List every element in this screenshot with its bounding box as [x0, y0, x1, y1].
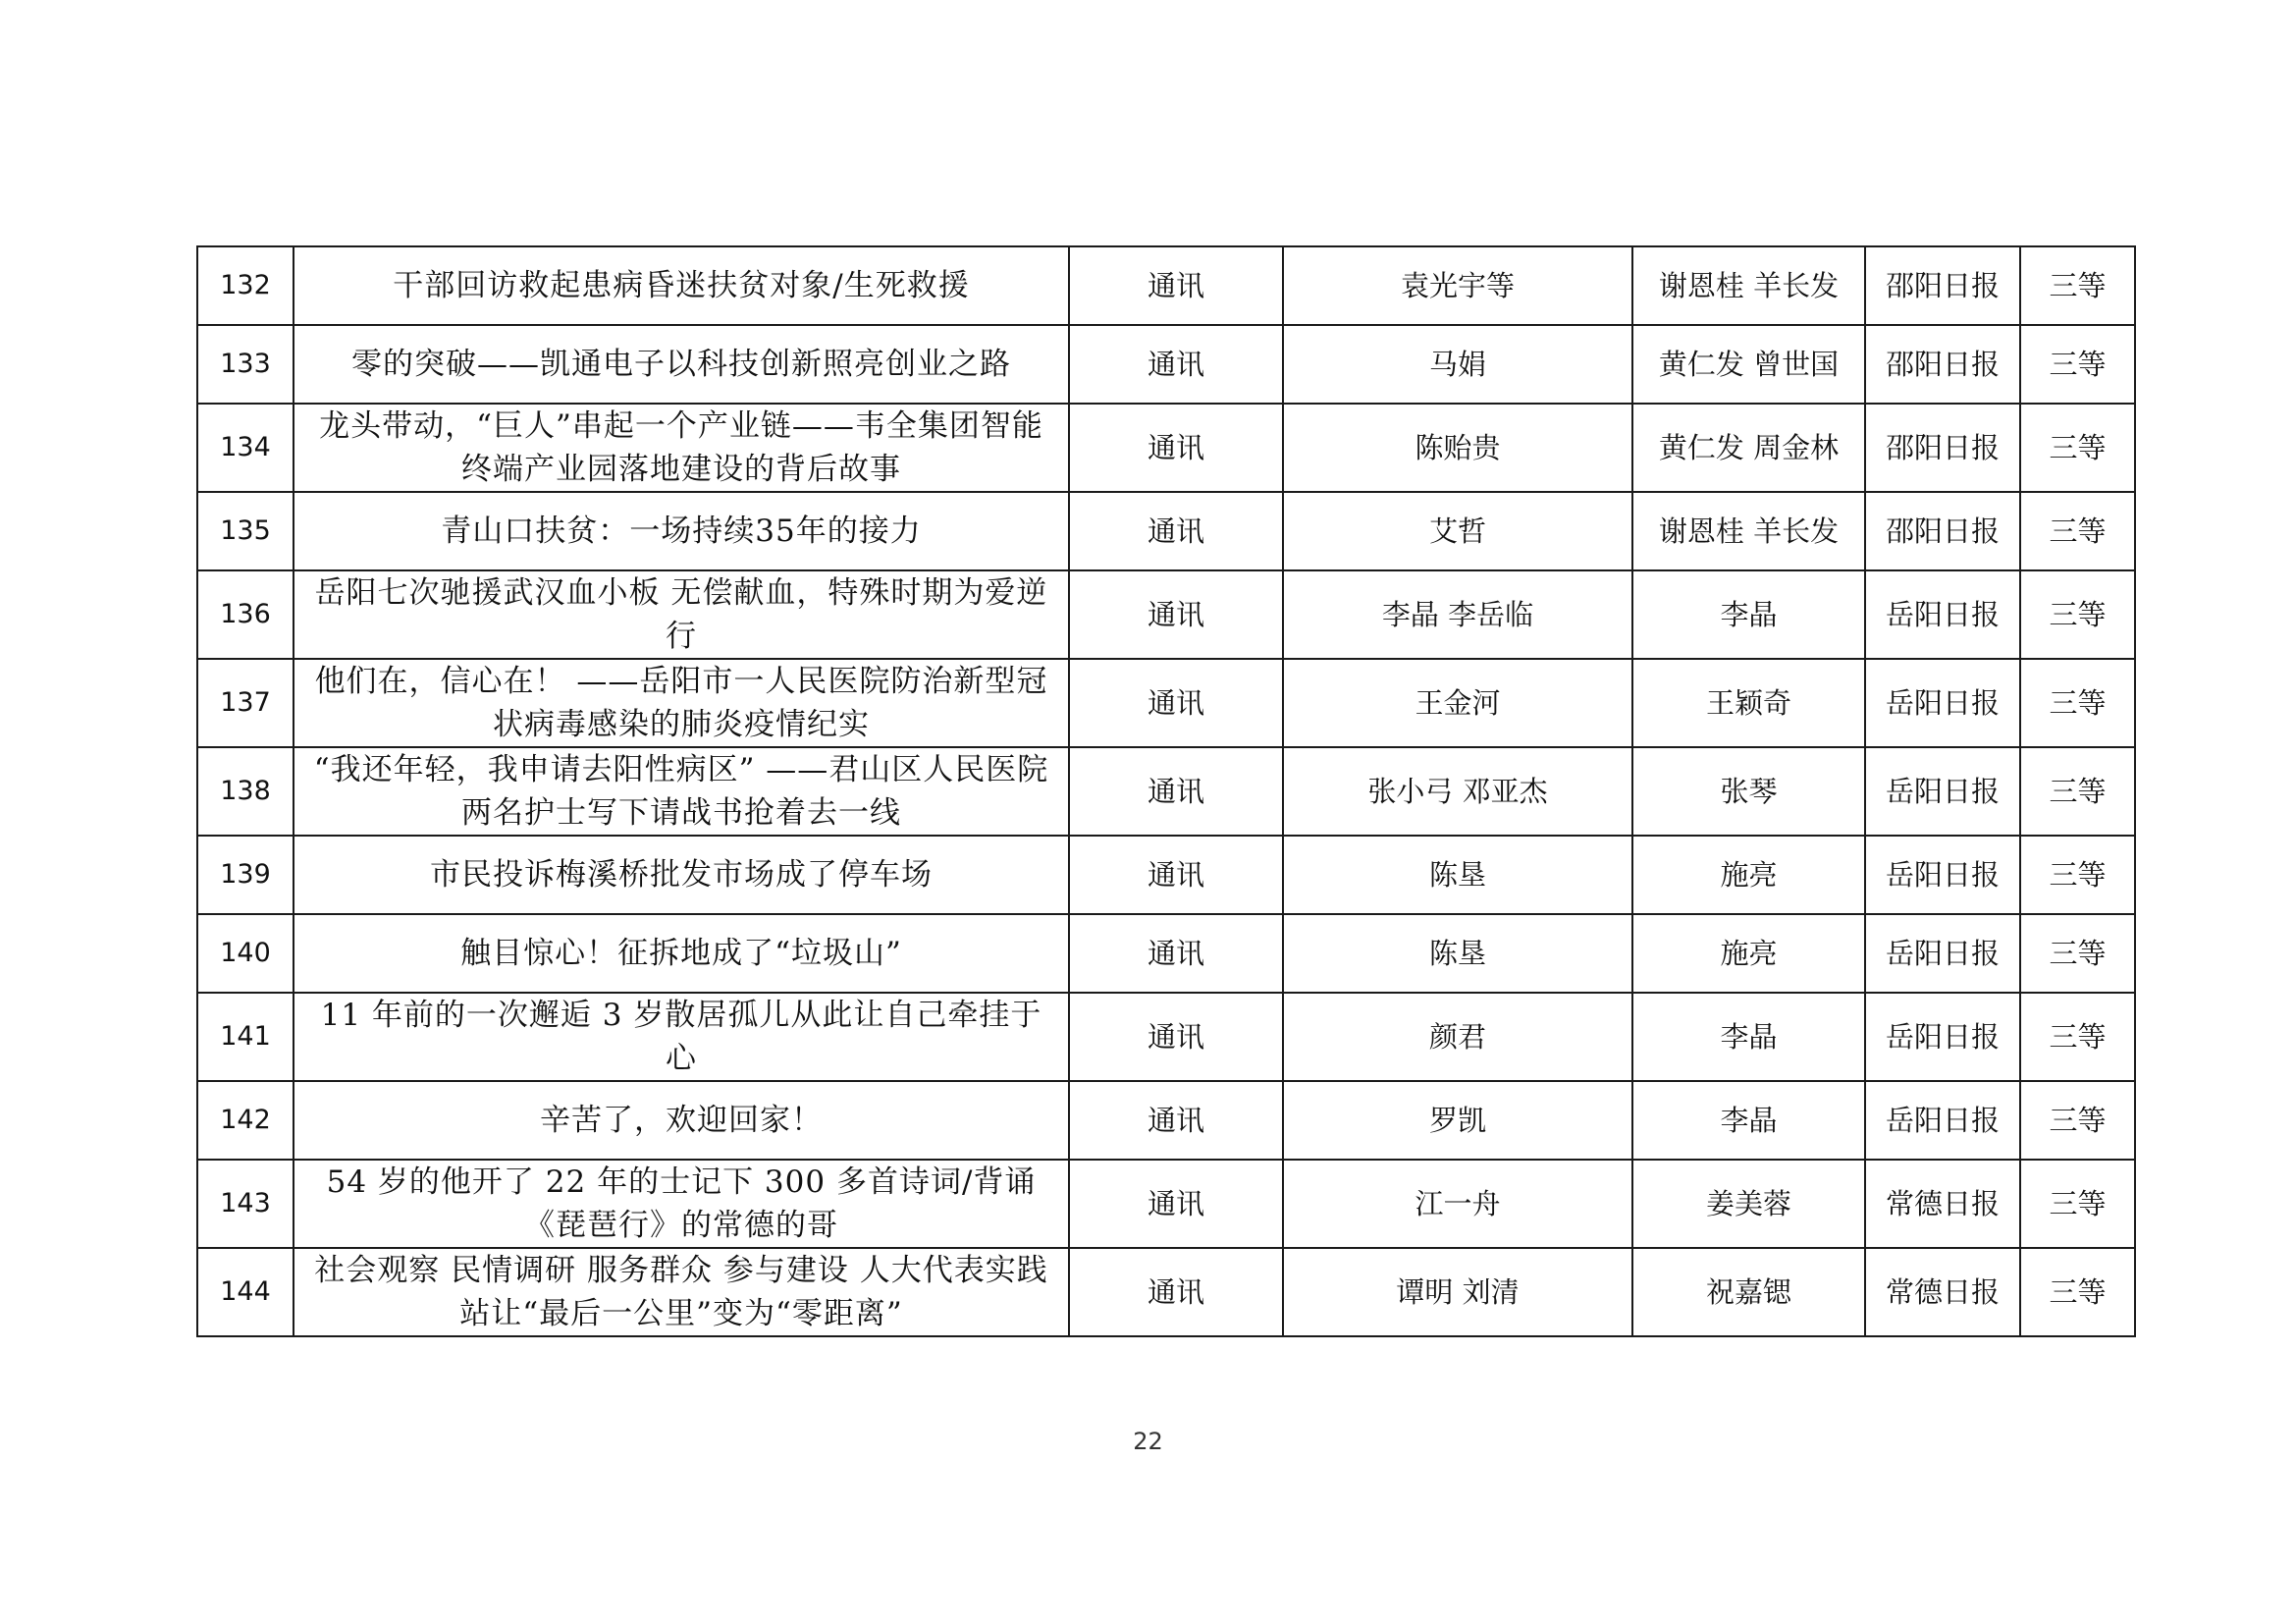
editor: 黄仁发 曾世国	[1632, 325, 1865, 404]
work-type: 通讯	[1069, 993, 1283, 1081]
work-type: 通讯	[1069, 492, 1283, 570]
publisher: 岳阳日报	[1865, 1081, 2020, 1160]
work-title: 社会观察 民情调研 服务群众 参与建设 人大代表实践站让“最后一公里”变为“零距离”	[294, 1248, 1069, 1336]
publisher: 邵阳日报	[1865, 492, 2020, 570]
table-row	[197, 570, 2135, 659]
author: 罗凯	[1283, 1081, 1632, 1160]
editor: 黄仁发 周金林	[1632, 404, 1865, 492]
author: 张小弓 邓亚杰	[1283, 747, 1632, 836]
work-type: 通讯	[1069, 914, 1283, 993]
editor: 施亮	[1632, 836, 1865, 914]
editor: 姜美蓉	[1632, 1160, 1865, 1248]
row-number: 140	[197, 914, 294, 993]
publisher: 邵阳日报	[1865, 404, 2020, 492]
publisher: 岳阳日报	[1865, 993, 2020, 1081]
row-number: 141	[197, 993, 294, 1081]
work-type: 通讯	[1069, 836, 1283, 914]
publisher: 岳阳日报	[1865, 570, 2020, 659]
row-number: 139	[197, 836, 294, 914]
table-row	[197, 1081, 2135, 1160]
editor: 张琴	[1632, 747, 1865, 836]
editor: 李晶	[1632, 1081, 1865, 1160]
award-grade: 三等	[2020, 914, 2135, 993]
work-title: 青山口扶贫：一场持续35年的接力	[294, 492, 1069, 570]
row-number: 136	[197, 570, 294, 659]
row-number: 137	[197, 659, 294, 747]
table-row	[197, 492, 2135, 570]
table-row	[197, 836, 2135, 914]
row-number: 134	[197, 404, 294, 492]
work-title: 市民投诉梅溪桥批发市场成了停车场	[294, 836, 1069, 914]
table-row	[197, 325, 2135, 404]
work-type: 通讯	[1069, 570, 1283, 659]
editor: 谢恩桂 羊长发	[1632, 492, 1865, 570]
award-grade: 三等	[2020, 325, 2135, 404]
work-title: 龙头带动，“巨人”串起一个产业链——韦全集团智能终端产业园落地建设的背后故事	[294, 404, 1069, 492]
work-type: 通讯	[1069, 747, 1283, 836]
row-number: 144	[197, 1248, 294, 1336]
award-grade: 三等	[2020, 747, 2135, 836]
award-grade: 三等	[2020, 1160, 2135, 1248]
editor: 施亮	[1632, 914, 1865, 993]
work-title: 54 岁的他开了 22 年的士记下 300 多首诗词/背诵《琵琶行》的常德的哥	[294, 1160, 1069, 1248]
author: 王金河	[1283, 659, 1632, 747]
work-title: 辛苦了，欢迎回家！	[294, 1081, 1069, 1160]
row-number: 132	[197, 246, 294, 325]
editor: 李晶	[1632, 993, 1865, 1081]
publisher: 岳阳日报	[1865, 747, 2020, 836]
work-type: 通讯	[1069, 659, 1283, 747]
row-number: 142	[197, 1081, 294, 1160]
publisher: 岳阳日报	[1865, 914, 2020, 993]
publisher: 岳阳日报	[1865, 836, 2020, 914]
work-title: “我还年轻，我申请去阳性病区” ——君山区人民医院两名护士写下请战书抢着去一线	[294, 747, 1069, 836]
award-grade: 三等	[2020, 993, 2135, 1081]
author: 艾哲	[1283, 492, 1632, 570]
work-type: 通讯	[1069, 404, 1283, 492]
work-title: 他们在，信心在！ ——岳阳市一人民医院防治新型冠状病毒感染的肺炎疫情纪实	[294, 659, 1069, 747]
author: 谭明 刘清	[1283, 1248, 1632, 1336]
page-number: 22	[1133, 1428, 1163, 1455]
publisher: 邵阳日报	[1865, 325, 2020, 404]
table-row	[197, 659, 2135, 747]
table-row	[197, 1160, 2135, 1248]
editor: 李晶	[1632, 570, 1865, 659]
editor: 谢恩桂 羊长发	[1632, 246, 1865, 325]
work-type: 通讯	[1069, 1248, 1283, 1336]
table-row	[197, 246, 2135, 325]
award-grade: 三等	[2020, 246, 2135, 325]
table-row	[197, 404, 2135, 492]
author: 袁光宇等	[1283, 246, 1632, 325]
editor: 王颖奇	[1632, 659, 1865, 747]
work-type: 通讯	[1069, 1160, 1283, 1248]
author: 陈垦	[1283, 836, 1632, 914]
editor: 祝嘉锶	[1632, 1248, 1865, 1336]
award-grade: 三等	[2020, 492, 2135, 570]
work-title: 11 年前的一次邂逅 3 岁散居孤儿从此让自己牵挂于心	[294, 993, 1069, 1081]
author: 马娟	[1283, 325, 1632, 404]
row-number: 135	[197, 492, 294, 570]
author: 李晶 李岳临	[1283, 570, 1632, 659]
author: 颜君	[1283, 993, 1632, 1081]
publisher: 常德日报	[1865, 1160, 2020, 1248]
award-grade: 三等	[2020, 659, 2135, 747]
work-title: 零的突破——凯通电子以科技创新照亮创业之路	[294, 325, 1069, 404]
work-type: 通讯	[1069, 1081, 1283, 1160]
table-row	[197, 747, 2135, 836]
award-table	[196, 245, 2136, 1337]
work-title: 触目惊心！征拆地成了“垃圾山”	[294, 914, 1069, 993]
publisher: 常德日报	[1865, 1248, 2020, 1336]
author: 江一舟	[1283, 1160, 1632, 1248]
table-row	[197, 914, 2135, 993]
table-row	[197, 1248, 2135, 1336]
work-type: 通讯	[1069, 246, 1283, 325]
table-row	[197, 993, 2135, 1081]
author: 陈垦	[1283, 914, 1632, 993]
publisher: 岳阳日报	[1865, 659, 2020, 747]
row-number: 138	[197, 747, 294, 836]
work-title: 干部回访救起患病昏迷扶贫对象/生死救援	[294, 246, 1069, 325]
row-number: 133	[197, 325, 294, 404]
award-grade: 三等	[2020, 836, 2135, 914]
publisher: 邵阳日报	[1865, 246, 2020, 325]
award-grade: 三等	[2020, 404, 2135, 492]
row-number: 143	[197, 1160, 294, 1248]
award-grade: 三等	[2020, 1248, 2135, 1336]
award-grade: 三等	[2020, 1081, 2135, 1160]
work-title: 岳阳七次驰援武汉血小板 无偿献血，特殊时期为爱逆行	[294, 570, 1069, 659]
work-type: 通讯	[1069, 325, 1283, 404]
award-grade: 三等	[2020, 570, 2135, 659]
author: 陈贻贵	[1283, 404, 1632, 492]
